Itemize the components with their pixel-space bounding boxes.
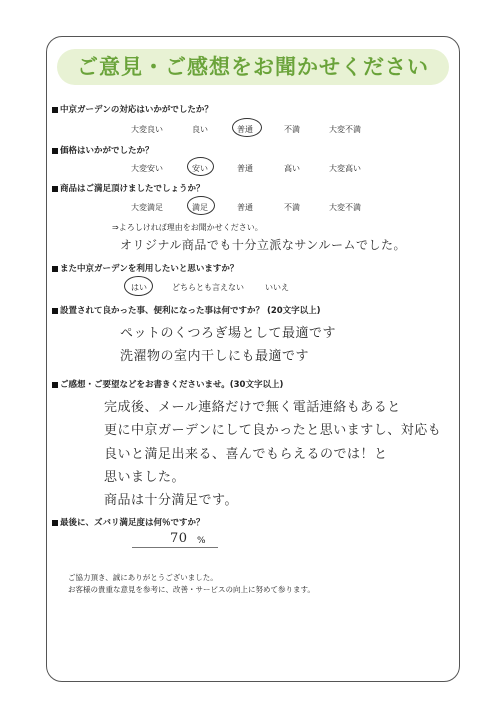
q3-option-3[interactable]: 普通 xyxy=(237,203,253,212)
question-5 xyxy=(52,304,321,316)
q6-answer-line-2[interactable]: 更に中京ガーデンにして良かったと思いますし、対応も xyxy=(104,423,442,438)
square-bullet-icon xyxy=(52,266,58,272)
question-2 xyxy=(52,144,154,156)
square-bullet-icon xyxy=(52,520,58,526)
q1-option-3[interactable]: 普通 xyxy=(237,125,253,134)
square-bullet-icon xyxy=(52,308,58,314)
question-3-label: 商品はご満足頂けましたでしょうか？ xyxy=(60,184,205,194)
q7-answer-unit: % xyxy=(197,536,206,546)
square-bullet-icon xyxy=(52,382,58,388)
q2-option-5[interactable]: 大変高い xyxy=(329,164,361,173)
question-7-label: 最後に、ズバリ満足度は何％ですか？ xyxy=(60,518,205,528)
question-6 xyxy=(52,378,283,390)
question-1-label: 中京ガーデンの対応はいかがでしたか？ xyxy=(60,105,213,115)
q3-option-1[interactable]: 大変満足 xyxy=(131,203,163,212)
footer-message: お客様の貴重な意見を参考に、改善・サービスの向上に努めて参ります。 xyxy=(68,585,315,594)
square-bullet-icon xyxy=(52,148,58,154)
q4-option-2[interactable]: どちらとも言えない xyxy=(172,283,244,292)
footer-thanks: ご協力頂き、誠にありがとうございました。 xyxy=(68,573,218,582)
q3-selected-circle xyxy=(187,196,215,215)
page-title: ご意見・ご感想をお聞かせください xyxy=(77,55,429,79)
q7-answer-value[interactable]: 70 xyxy=(170,531,188,546)
q1-option-1[interactable]: 大変良い xyxy=(131,125,163,134)
q2-option-3[interactable]: 普通 xyxy=(237,164,253,173)
q6-answer-line-4[interactable]: 思いました。 xyxy=(104,470,186,485)
question-6-label: ご感想・ご要望などをお書きくださいませ。(30文字以上) xyxy=(60,380,284,390)
question-2-label: 価格はいかがでしたか？ xyxy=(60,146,154,156)
square-bullet-icon xyxy=(52,186,58,192)
question-3 xyxy=(52,182,205,194)
title-banner xyxy=(57,49,449,85)
q6-answer-line-5[interactable]: 商品は十分満足です。 xyxy=(104,493,238,508)
q3-reason-text[interactable]: オリジナル商品でも十分立派なサンルームでした。 xyxy=(120,238,407,252)
q3-option-2[interactable]: 満足 xyxy=(192,203,208,212)
question-4-label: また中京ガーデンを利用したいと思いますか？ xyxy=(60,264,239,274)
question-1 xyxy=(52,103,213,115)
q2-option-4[interactable]: 高い xyxy=(284,164,300,173)
q4-option-1[interactable]: はい xyxy=(131,283,147,292)
q4-option-3[interactable]: いいえ xyxy=(265,283,289,292)
q7-answer-underline xyxy=(132,547,218,548)
q4-selected-circle xyxy=(124,276,153,296)
q2-option-2[interactable]: 安い xyxy=(192,164,208,173)
question-4 xyxy=(52,262,238,274)
q5-answer-line-1[interactable]: ペットのくつろぎ場として最適です xyxy=(120,326,337,341)
q2-option-1[interactable]: 大変安い xyxy=(131,164,163,173)
q1-selected-circle xyxy=(232,118,262,137)
q3-option-5[interactable]: 大変不満 xyxy=(329,203,361,212)
q3-option-4[interactable]: 不満 xyxy=(284,203,300,212)
q6-answer-line-3[interactable]: 良いと満足出来る、喜んでもらえるのでは！と xyxy=(104,447,388,462)
q2-selected-circle xyxy=(187,157,214,176)
q1-option-4[interactable]: 不満 xyxy=(284,125,300,134)
q1-option-2[interactable]: 良い xyxy=(192,125,208,134)
q3-reason-prompt: ⇒よろしければ理由をお聞かせください。 xyxy=(112,223,263,232)
q5-answer-line-2[interactable]: 洗濯物の室内干しにも最適です xyxy=(120,349,310,364)
q6-answer-line-1[interactable]: 完成後、メール連絡だけで無く電話連絡もあると xyxy=(104,400,401,415)
q1-option-5[interactable]: 大変不満 xyxy=(329,125,361,134)
question-7 xyxy=(52,516,205,528)
question-5-label: 設置されて良かった事、便利になった事は何ですか？ (20文字以上) xyxy=(60,306,321,316)
square-bullet-icon xyxy=(52,107,58,113)
